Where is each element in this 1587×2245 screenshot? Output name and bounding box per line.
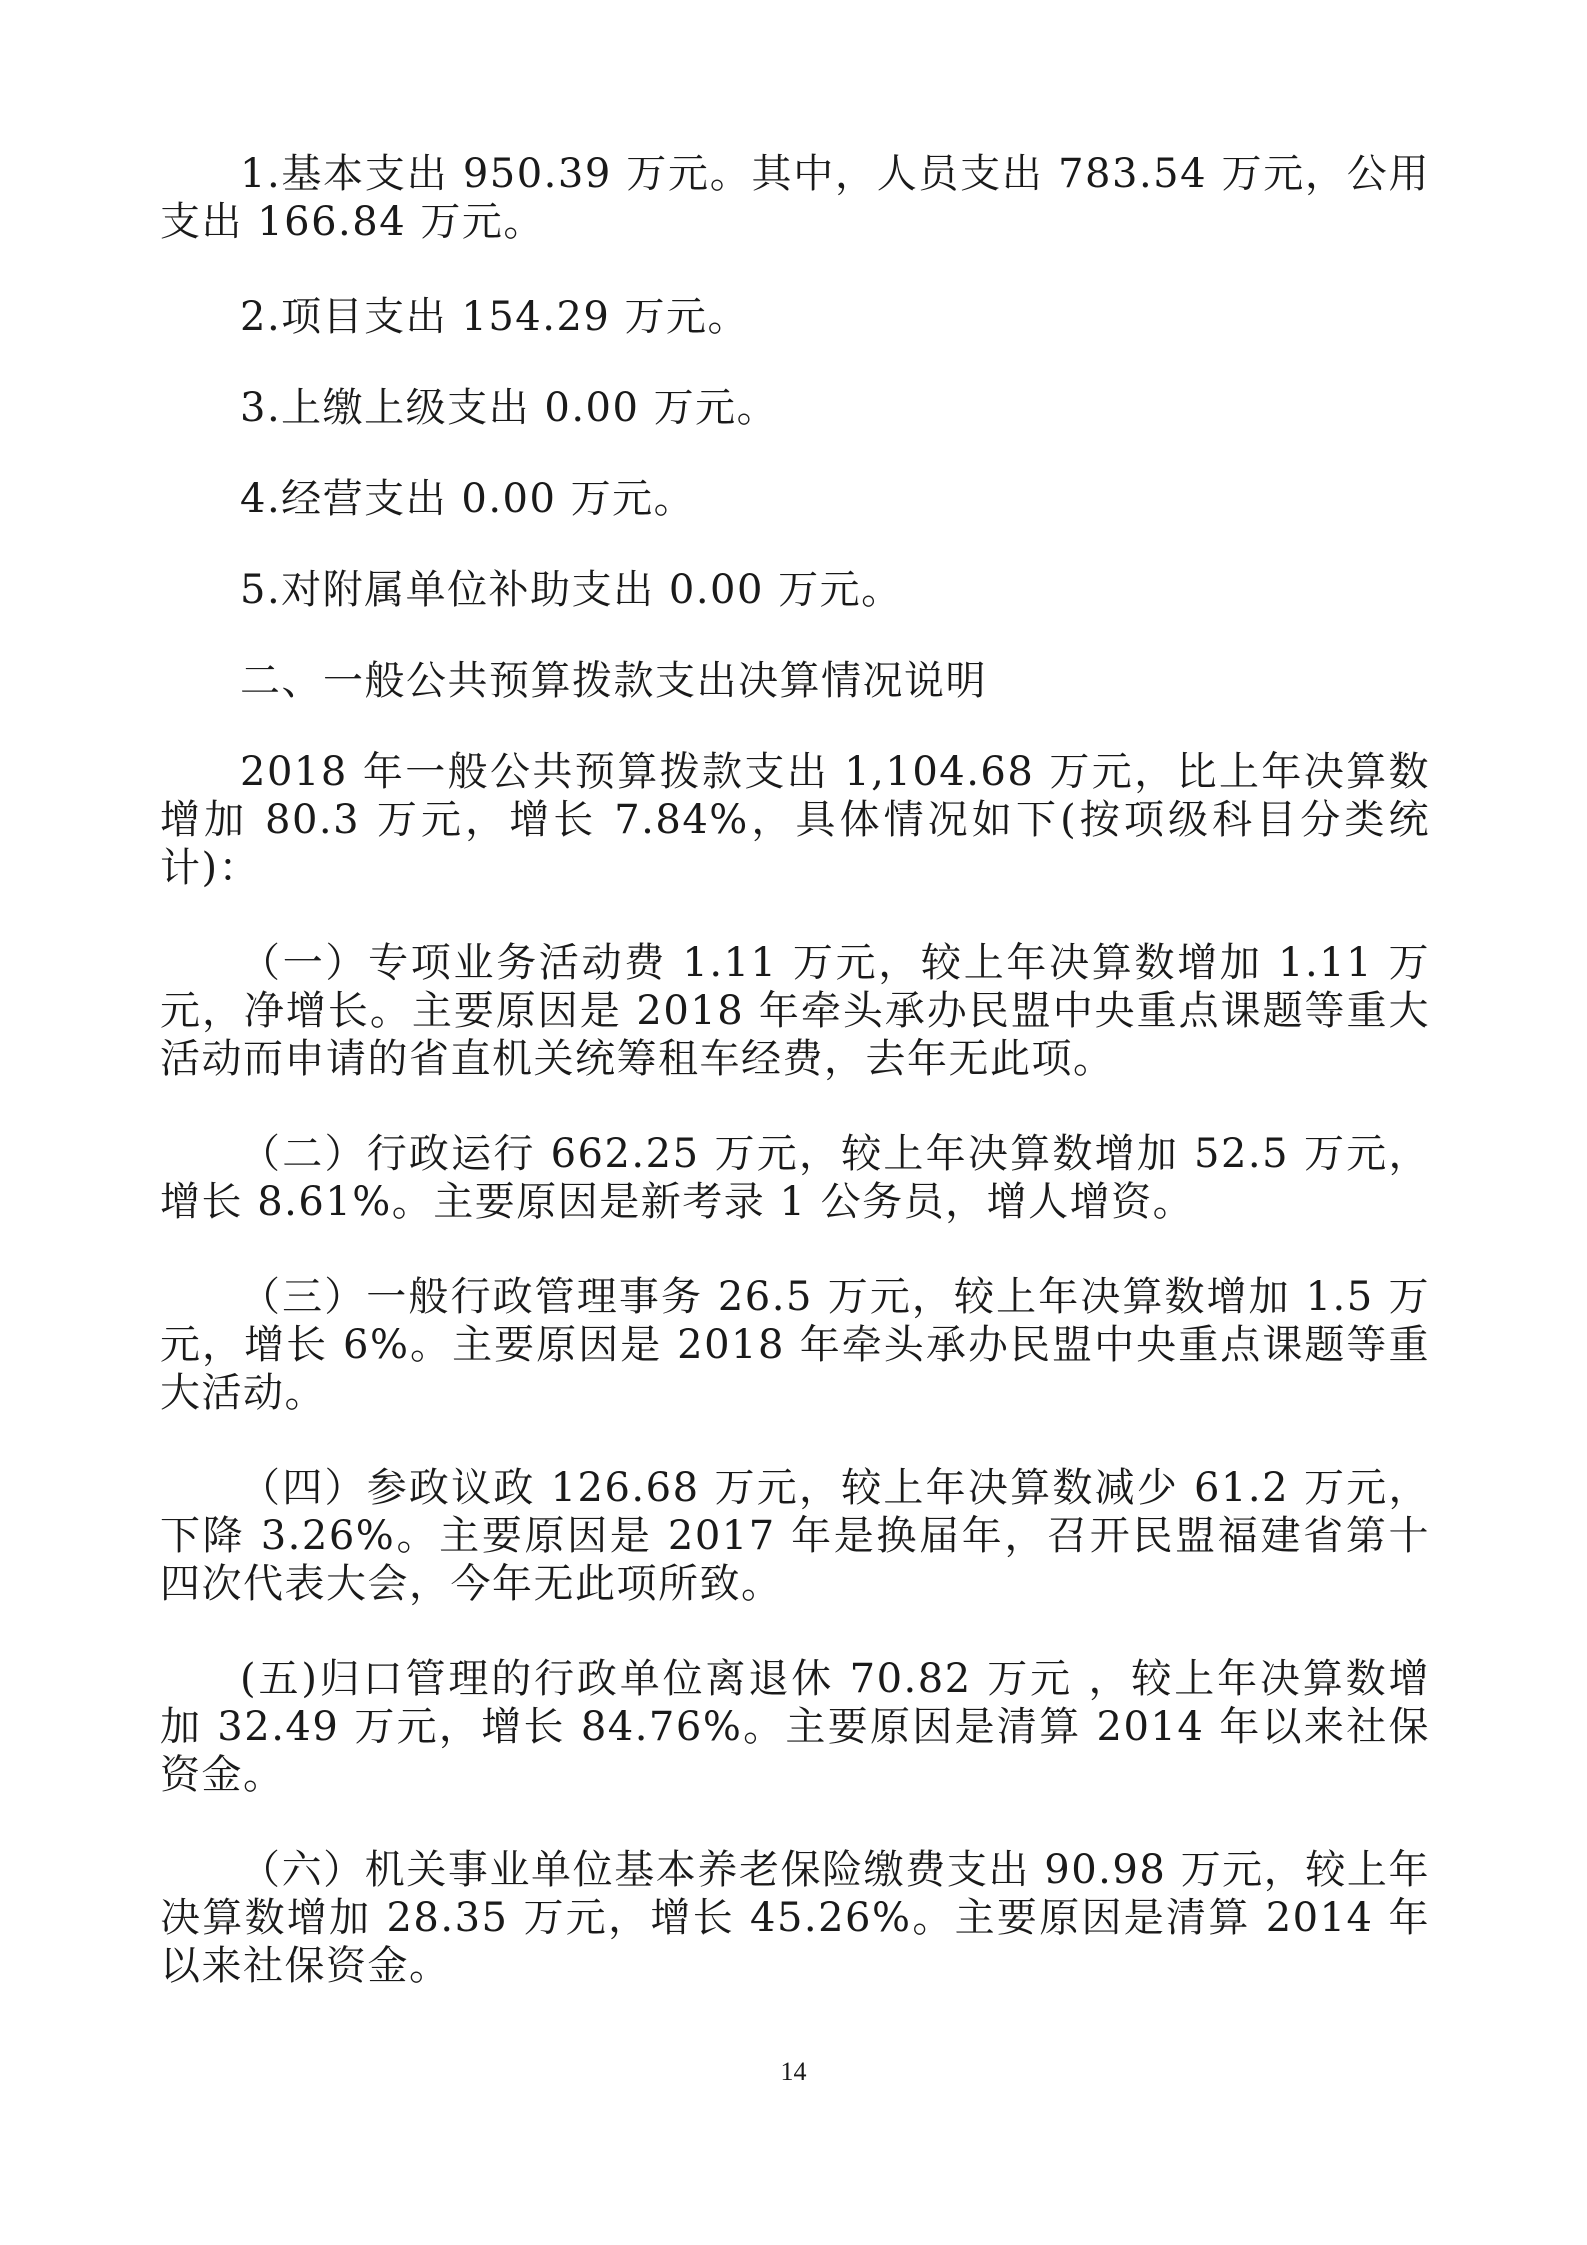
paragraph-subsidy-expenditure: 5.对附属单位补助支出 0.00 万元。 [240,567,903,613]
section-heading-general-budget: 二、一般公共预算拨款支出决算情况说明 [240,658,987,704]
paragraph-remit-upper-expenditure: 3.上缴上级支出 0.00 万元。 [240,385,779,431]
paragraph-item-6: （六）机关事业单位基本养老保险缴费支出 90.98 万元，较上年决算数增加 28.35 万元，增长 45.26%。主要原因是清算 2014 年以来社保资金。 [160,1847,1430,1989]
paragraph-item-2: （二）行政运行 662.25 万元，较上年决算数增加 52.5 万元，增长 8.61%。主要原因是新考录 1 公务员，增人增资。 [160,1131,1430,1225]
document-body [160,150,1430,1990]
paragraph-general-budget-summary: 2018 年一般公共预算拨款支出 1,104.68 万元，比上年决算数增加 80.3 万元，增长 7.84%，具体情况如下(按项级科目分类统计)： [160,749,1430,891]
paragraph-operating-expenditure: 4.经营支出 0.00 万元。 [240,476,696,522]
page-number: 14 [780,2057,807,2086]
paragraph-item-3: （三）一般行政管理事务 26.5 万元，较上年决算数增加 1.5 万元，增长 6%。主要原因是 2018 年牵头承办民盟中央重点课题等重大活动。 [160,1274,1430,1416]
paragraph-item-1: （一）专项业务活动费 1.11 万元，较上年决算数增加 1.11 万元，净增长。主要原因是 2018 年牵头承办民盟中央重点课题等重大活动而申请的省直机关统筹租车经费，去年无此项。 [160,940,1430,1082]
paragraph-item-4: （四）参政议政 126.68 万元，较上年决算数减少 61.2 万元，下降 3.26%。主要原因是 2017 年是换届年，召开民盟福建省第十四次代表大会，今年无此项所致。 [160,1465,1430,1607]
paragraph-basic-expenditure: 1.基本支出 950.39 万元。其中，人员支出 783.54 万元，公用支出 166.84 万元。 [160,151,1430,245]
paragraph-item-5: (五)归口管理的行政单位离退休 70.82 万元 ，较上年决算数增加 32.49 万元，增长 84.76%。主要原因是清算 2014 年以来社保资金。 [160,1656,1430,1798]
paragraph-project-expenditure: 2.项目支出 154.29 万元。 [240,294,750,340]
